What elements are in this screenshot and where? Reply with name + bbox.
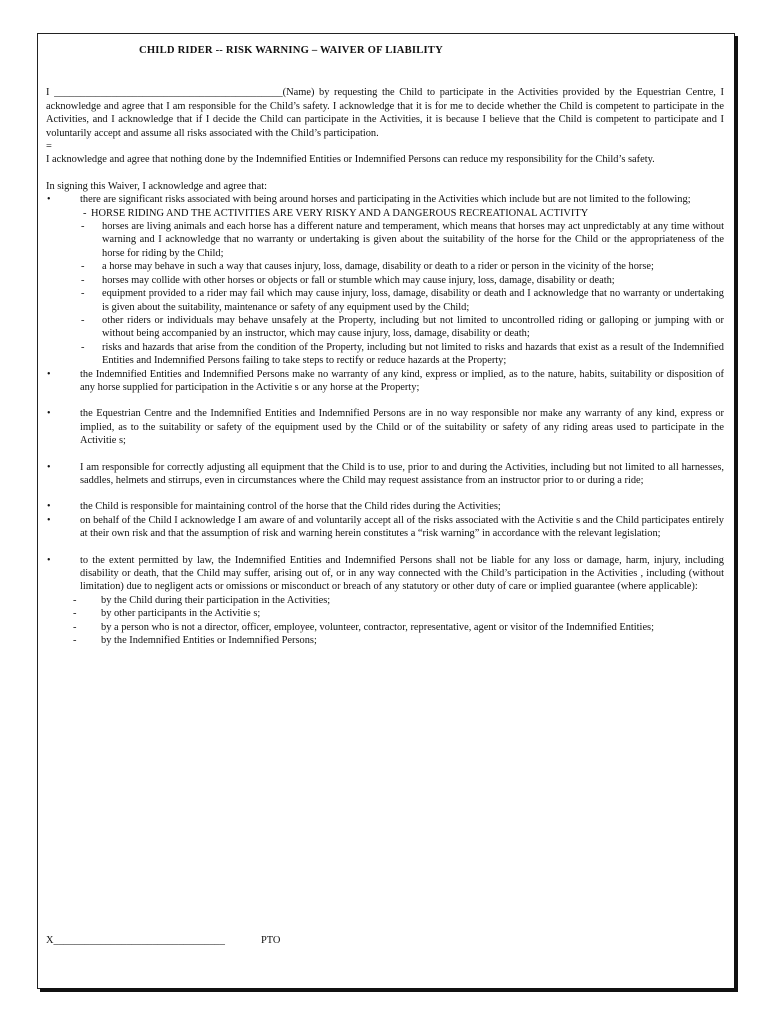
intro-paragraph: I ____________________________________________(Name) by requesting the Child to participate in the Activities provided by the Equestrian Centre, I acknowledge and agree that I am responsible for the Child’s safety. I acknowledge that it is for me to decide whether the Child is competent to participate in the Activities, and I acknowledge that if I decide the Child can participate in the Activities, it is because I believe that the Child is competent to participate and I voluntarily accept and assume all risks associated with the Child’s participation. [46, 87, 724, 139]
risk-item: - horses are living animals and each horse has a different nature and temperament, which means that horses may act unpredictably at any time without warning and I acknowledge that no warranty or undertaking is given about the suitability of the horse for the Child or the appropriateness of the horse for riding by the Child; [46, 220, 724, 260]
liability-item: - by a person who is not a director, officer, employee, volunteer, contractor, representative, agent or visitor of the Indemnified Entities; [46, 621, 724, 634]
signing-intro: In signing this Waiver, I acknowledge and agree that: [46, 180, 268, 192]
bullet-no-warranty-horse: • the Indemnified Entities and Indemnified Persons make no warranty of any kind, express or implied, as to the nature, habits, suitability or disposition of any horse supplied for participation in the Activitie s or any horse at the Property; [46, 368, 724, 395]
responsibility-paragraph: I acknowledge and agree that nothing done by the Indemnified Entities or Indemnified Persons can reduce my responsibility for the Child’s safety. [46, 154, 655, 166]
document-title: CHILD RIDER -- RISK WARNING – WAIVER OF LIABILITY [139, 45, 443, 56]
bullet-adjust-equipment: • I am responsible for correctly adjusting all equipment that the Child is to use, prior to and during the Activities, including but not limited to all harnesses, saddles, helmets and stirrups, even in circumstances where the Child may request assistance from an instructor prior to or during a ride; [46, 461, 724, 488]
liability-item: - by other participants in the Activitie s; [46, 607, 724, 620]
risk-item: - equipment provided to a rider may fail which may cause injury, loss, damage, disability or death and I acknowledge that no warranty or undertaking is given about the suitability, maintenance or safety of any equipment used by the Child; [46, 287, 724, 314]
waiver-content [46, 44, 724, 647]
equals-mark: = [46, 141, 52, 153]
risky-heading: - HORSE RIDING AND THE ACTIVITIES ARE VERY RISKY AND A DANGEROUS RECREATIONAL ACTIVITY [46, 207, 724, 220]
pto-label: PTO [260, 935, 281, 946]
bullet-significant-risks: • there are significant risks associated with being around horses and participating in the Activities which include but are not limited to the following; [46, 193, 724, 206]
risk-item: - risks and hazards that arise from the condition of the Property, including but not limited to risks and hazards that exist as a result of the Indemnified Entities and Indemnified Persons failing to take steps to rectify or reduce hazards at the Property; [46, 341, 724, 368]
bullet-no-warranty-equipment: • the Equestrian Centre and the Indemnified Entities and Indemnified Persons are in no way responsible nor make any warranty of any kind, express or implied, as to the suitability or safety of the equipment used by the Child or of the suitability or safety of any riding areas used to participate in the Activitie s; [46, 407, 724, 447]
waiver-page [37, 33, 735, 989]
bullet-accept-risks: • on behalf of the Child I acknowledge I am aware of and voluntarily accept all of the risks associated with the Activitie s and the Child participates entirely at their own risk and that the assumption of risk and warning herein constitutes a “risk warning” in accordance with the relevant legislation; [46, 514, 724, 541]
risk-item: - horses may collide with other horses or objects or fall or stumble which may cause injury, loss, damage, disability or death; [46, 274, 724, 287]
bullet-child-control: • the Child is responsible for maintaining control of the horse that the Child rides during the Activities; [46, 500, 724, 513]
liability-item: - by the Indemnified Entities or Indemnified Persons; [46, 634, 724, 647]
page-footer [46, 935, 280, 946]
risk-item: - a horse may behave in such a way that causes injury, loss, damage, disability or death to a rider or person in the vicinity of the horse; [46, 260, 724, 273]
signature-line[interactable]: X_________________________________ [46, 935, 225, 946]
page-shadow-right [734, 36, 738, 992]
bullet-not-liable: • to the extent permitted by law, the Indemnified Entities and Indemnified Persons shall not be liable for any loss or damage, harm, injury, including disability or death, that the Child may suffer, arising out of, or in any way connected with the Child’s participation in the Activities , including (without limitation) due to negligent acts or omissions or misconduct or breach of any statutory or other duty of care or implied guarantee (where applicable): [46, 554, 724, 594]
page-shadow-bottom [40, 988, 738, 992]
liability-item: - by the Child during their participation in the Activities; [46, 594, 724, 607]
risk-item: - other riders or individuals may behave unsafely at the Property, including but not limited to uncontrolled riding or galloping or jumping with or without being accompanied by an instructor, which may cause injury, loss, damage, disability or death; [46, 314, 724, 341]
